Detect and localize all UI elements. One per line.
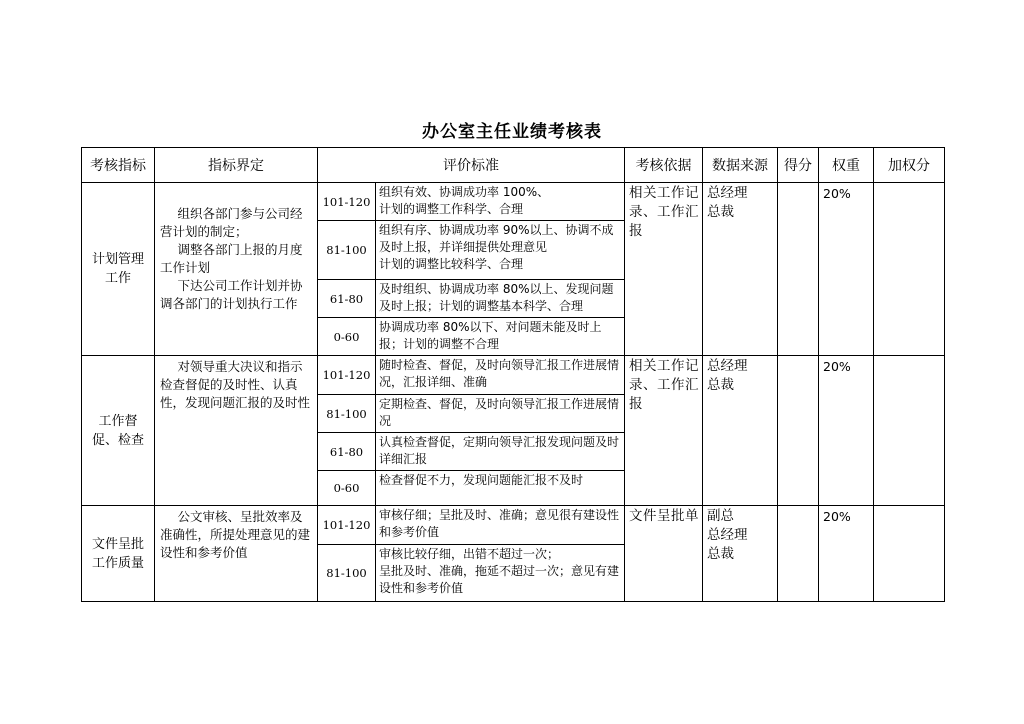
score-range: 101-120 <box>318 356 376 395</box>
basis-cell: 文件呈批单 <box>625 506 703 602</box>
source-line: 总裁 <box>707 377 734 393</box>
weight-cell: 20% <box>819 183 874 356</box>
score-range: 0-60 <box>318 318 376 356</box>
basis-cell: 相关工作记录、工作汇报 <box>625 183 703 356</box>
source-line: 副总 <box>707 508 734 524</box>
source-line: 总经理 <box>707 185 748 201</box>
indicator-cell: 计划管理工作 <box>82 183 155 356</box>
header-source: 数据来源 <box>703 148 778 183</box>
header-row <box>82 148 945 183</box>
weighted-cell <box>874 506 945 602</box>
score-range: 101-120 <box>318 183 376 221</box>
score-range: 81-100 <box>318 545 376 602</box>
score-cell <box>778 356 819 506</box>
definition-cell <box>155 183 318 356</box>
header-indicator: 考核指标 <box>82 148 155 183</box>
criteria-text: 认真检查督促，定期向领导汇报发现问题及时详细汇报 <box>376 433 625 471</box>
source-line: 总经理 <box>707 358 748 374</box>
header-criteria: 评价标准 <box>318 148 625 183</box>
score-range: 61-80 <box>318 433 376 471</box>
page-title: 办公室主任业绩考核表 <box>422 122 602 142</box>
definition-line: 调整各部门上报的月度工作计划 <box>160 242 303 275</box>
criteria-text <box>376 221 625 280</box>
criteria-text: 协调成功率 80%以下、对问题未能及时上报；计划的调整不合理 <box>376 318 625 356</box>
criteria-line: 组织有序、协调成功率 90%以上、协调不成及时上报，并详细提供处理意见 <box>379 223 614 254</box>
source-line: 总裁 <box>707 546 734 562</box>
criteria-text: 检查督促不力，发现问题能汇报不及时 <box>376 471 625 506</box>
header-definition: 指标界定 <box>155 148 318 183</box>
score-cell <box>778 183 819 356</box>
source-line: 总经理 <box>707 527 748 543</box>
criteria-text <box>376 183 625 221</box>
weight-cell: 20% <box>819 506 874 602</box>
basis-cell: 相关工作记录、工作汇报 <box>625 356 703 506</box>
criteria-line: 呈批及时、准确，拖延不超过一次；意见有建设性和参考价值 <box>379 564 620 595</box>
weight-cell: 20% <box>819 356 874 506</box>
score-range: 81-100 <box>318 395 376 433</box>
header-weighted: 加权分 <box>874 148 945 183</box>
header-basis: 考核依据 <box>625 148 703 183</box>
score-range: 0-60 <box>318 471 376 506</box>
definition-line: 下达公司工作计划并协调各部门的计划执行工作 <box>160 278 303 311</box>
criteria-line: 计划的调整工作科学、合理 <box>379 202 524 216</box>
definition-line: 组织各部门参与公司经营计划的制定； <box>160 206 303 239</box>
definition-cell <box>155 506 318 602</box>
header-weight: 权重 <box>819 148 874 183</box>
definition-line: 对领导重大决议和指示检查督促的及时性、认真性，发现问题汇报的及时性 <box>160 359 311 410</box>
criteria-text <box>376 545 625 602</box>
weighted-cell <box>874 183 945 356</box>
score-range: 81-100 <box>318 221 376 280</box>
source-line: 总裁 <box>707 204 734 220</box>
criteria-line: 组织有效、协调成功率 100%、 <box>379 185 550 199</box>
score-cell <box>778 506 819 602</box>
criteria-line: 审核比较仔细，出错不超过一次； <box>379 547 560 561</box>
indicator-cell: 文件呈批工作质量 <box>82 506 155 602</box>
score-range: 101-120 <box>318 506 376 545</box>
source-cell <box>703 356 778 506</box>
evaluation-table <box>81 147 945 602</box>
table-row <box>82 183 945 221</box>
criteria-text: 审核仔细；呈批及时、准确；意见很有建设性和参考价值 <box>376 506 625 545</box>
score-range: 61-80 <box>318 280 376 318</box>
criteria-line: 计划的调整比较科学、合理 <box>379 257 524 271</box>
table-row <box>82 506 945 545</box>
definition-cell <box>155 356 318 506</box>
table-row <box>82 356 945 395</box>
weighted-cell <box>874 356 945 506</box>
header-score: 得分 <box>778 148 819 183</box>
definition-line: 公文审核、呈批效率及准确性，所提处理意见的建设性和参考价值 <box>160 509 311 560</box>
indicator-cell: 工作督促、检查 <box>82 356 155 506</box>
criteria-text: 随时检查、督促，及时向领导汇报工作进展情况，汇报详细、准确 <box>376 356 625 395</box>
source-cell <box>703 506 778 602</box>
criteria-text: 及时组织、协调成功率 80%以上、发现问题及时上报；计划的调整基本科学、合理 <box>376 280 625 318</box>
source-cell <box>703 183 778 356</box>
criteria-text: 定期检查、督促，及时向领导汇报工作进展情况 <box>376 395 625 433</box>
